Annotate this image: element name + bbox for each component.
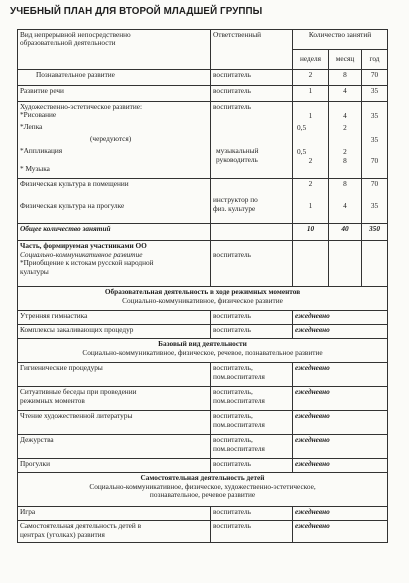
row-name-line-1: Самостоятельная деятельность детей в — [20, 521, 142, 531]
row-name: Познавательное развитие — [18, 70, 211, 86]
independent-header — [18, 473, 388, 507]
row-name-line-2: режимных моментов — [20, 395, 85, 405]
participants-heading: Часть, формируемая участниками ОО — [20, 241, 147, 251]
art-year — [362, 102, 388, 179]
participants-resp: воспитатель — [213, 250, 251, 260]
total-week: 10 — [293, 224, 329, 241]
pe-names — [18, 179, 211, 224]
art-week — [293, 102, 329, 179]
row-year: 35 — [362, 86, 388, 102]
art-applique-week: 0,5 — [297, 147, 307, 156]
row-responsible: воспитатель — [211, 70, 293, 86]
row-name-line-2: центрах (уголках) развития — [20, 529, 105, 539]
row-frequency: ежедневно — [293, 521, 388, 543]
row-resp-line-1: воспитатель — [213, 459, 251, 469]
row-resp-line-1: воспитатель, — [213, 363, 253, 373]
independent-sub-2: познавательное, речевое развитие — [149, 490, 256, 500]
header-week: неделя — [293, 50, 329, 70]
row-name — [18, 387, 211, 411]
table-row — [18, 507, 388, 521]
table-row — [18, 411, 388, 435]
row-frequency: ежедневно — [293, 459, 388, 473]
row-resp-line-1: воспитатель, — [213, 387, 253, 397]
pe-week — [293, 179, 329, 224]
participants-month — [329, 241, 362, 287]
art-responsible — [211, 102, 293, 179]
row-month: 4 — [329, 86, 362, 102]
row-name-line-1: Чтение художественной литературы — [20, 411, 133, 421]
art-drawing-month: 4 — [343, 111, 347, 120]
row-name-line-1: Дежурства — [20, 435, 54, 445]
regime-sub: Социально-коммуникативное, физическое развитие — [122, 295, 283, 305]
pe-resp-2: физ. культуре — [213, 203, 256, 213]
art-applique: *Аппликация — [20, 146, 63, 156]
row-frequency: ежедневно — [293, 507, 388, 521]
art-drawing-year: 35 — [370, 111, 379, 120]
pe-outdoor: Физическая культура на прогулке — [20, 201, 125, 211]
header-count: Количество занятий — [293, 30, 388, 50]
art-alternate-year: 35 — [370, 135, 379, 144]
total-label: Общее количество занятий — [18, 224, 211, 241]
art-resp-music-1: музыкальный — [216, 146, 259, 156]
row-month: 8 — [329, 70, 362, 86]
participants-row — [18, 241, 388, 287]
row-week: 2 — [293, 70, 329, 86]
art-drawing: *Рисование — [20, 110, 57, 120]
row-responsible: воспитатель — [211, 311, 293, 325]
total-month: 40 — [329, 224, 362, 241]
basic-header — [18, 339, 388, 363]
row-name-line-1: Ситуативные беседы при проведении — [20, 387, 137, 397]
row-name-line-1: Игра — [20, 507, 36, 517]
row-responsible — [211, 411, 293, 435]
row-responsible — [211, 363, 293, 387]
table-row — [18, 521, 388, 543]
regime-heading: Образовательная деятельность в ходе режимных моментов — [104, 287, 301, 297]
art-resp-music-2: руководитель — [216, 154, 258, 164]
header-month: месяц — [329, 50, 362, 70]
art-modeling: *Лепка — [20, 122, 43, 132]
row-name — [18, 459, 211, 473]
total-responsible — [211, 224, 293, 241]
curriculum-table — [17, 29, 388, 543]
table-row — [18, 387, 388, 411]
table-row — [18, 311, 388, 325]
art-heading: Художественно-эстетическое развитие: — [20, 102, 142, 111]
art-music: * Музыка — [20, 164, 50, 174]
row-name: Утренняя гимнастика — [18, 311, 211, 325]
participants-year — [362, 241, 388, 287]
row-resp-line-1: воспитатель, — [213, 411, 253, 421]
pe-indoor-year: 70 — [370, 179, 379, 189]
row-name — [18, 411, 211, 435]
pe-outdoor-month: 4 — [343, 201, 347, 211]
row-responsible: воспитатель — [211, 86, 293, 102]
row-resp-line-2: пом.воспитателя — [213, 371, 265, 381]
row-name — [18, 435, 211, 459]
basic-heading: Базовый вид деятельности — [158, 339, 247, 349]
regime-header — [18, 287, 388, 311]
table-row — [18, 86, 388, 102]
row-frequency: ежедневно — [293, 311, 388, 325]
pe-indoor: Физическая культура в помещении — [20, 179, 129, 189]
row-frequency: ежедневно — [293, 363, 388, 387]
participants-item-1: *Приобщение к истокам русской народной — [20, 258, 154, 268]
art-month — [329, 102, 362, 179]
participants-item-2: культуры — [20, 266, 49, 276]
pe-outdoor-week: 1 — [308, 201, 313, 211]
pe-year — [362, 179, 388, 224]
art-music-month: 8 — [343, 156, 347, 165]
table-row-art — [18, 102, 388, 179]
art-modeling-week: 0,5 — [297, 123, 307, 132]
table-row — [18, 459, 388, 473]
row-frequency: ежедневно — [293, 411, 388, 435]
row-frequency: ежедневно — [293, 387, 388, 411]
total-year: 350 — [362, 224, 388, 241]
participants-area: Социально-коммуникативное развитие — [20, 249, 143, 259]
art-music-week: 2 — [308, 156, 313, 165]
row-name — [18, 507, 211, 521]
art-resp: воспитатель — [213, 102, 251, 111]
row-week: 1 — [293, 86, 329, 102]
table-row — [18, 363, 388, 387]
independent-sub-1: Социально-коммуникативное, физическое, художественно-эстетическое, — [89, 481, 316, 491]
art-music-year: 70 — [370, 156, 379, 165]
row-name-line-1: Прогулки — [20, 459, 50, 469]
row-responsible — [211, 435, 293, 459]
row-name: Развитие речи — [18, 86, 211, 102]
art-drawing-week: 1 — [308, 111, 313, 120]
pe-resp-1: инструктор по — [213, 195, 258, 205]
row-frequency: ежедневно — [293, 325, 388, 339]
row-resp-line-1: воспитатель, — [213, 435, 253, 445]
art-names — [18, 102, 211, 179]
row-name: Комплексы закаливающих процедур — [18, 325, 211, 339]
row-name-line-1: Гигиенические процедуры — [20, 363, 103, 373]
total-row — [18, 224, 388, 241]
row-responsible: воспитатель — [211, 507, 293, 521]
row-responsible — [211, 459, 293, 473]
pe-outdoor-year: 35 — [370, 201, 379, 211]
row-resp-line-2: пом.воспитателя — [213, 419, 265, 429]
row-name — [18, 363, 211, 387]
row-responsible: воспитатель — [211, 521, 293, 543]
row-name — [18, 521, 211, 543]
art-alternate: (чередуются) — [90, 134, 132, 144]
section-regime — [18, 287, 388, 311]
participants-week — [293, 241, 329, 287]
table-row — [18, 70, 388, 86]
basic-sub: Социально-коммуникативное, физическое, речевое, познавательное развитие — [82, 347, 323, 357]
row-resp-line-2: пом.воспитателя — [213, 395, 265, 405]
section-basic — [18, 339, 388, 363]
row-responsible — [211, 387, 293, 411]
row-responsible: воспитатель — [211, 325, 293, 339]
header-activity-line-2: образовательной деятельности — [20, 38, 116, 48]
header-responsible: Ответственный — [211, 30, 293, 70]
table-row — [18, 325, 388, 339]
row-year: 70 — [362, 70, 388, 86]
row-resp-line-2: пом.воспитателя — [213, 443, 265, 453]
header-activity — [18, 30, 211, 70]
participants-names — [18, 241, 211, 287]
table-row — [18, 435, 388, 459]
table-header-row — [18, 30, 388, 50]
table-row-pe — [18, 179, 388, 224]
independent-heading: Самостоятельная деятельность детей — [140, 473, 265, 483]
art-applique-month: 2 — [343, 147, 347, 156]
pe-indoor-week: 2 — [308, 179, 313, 189]
pe-responsible — [211, 179, 293, 224]
pe-month — [329, 179, 362, 224]
pe-indoor-month: 8 — [343, 179, 347, 189]
art-modeling-month: 2 — [343, 123, 347, 132]
row-frequency: ежедневно — [293, 435, 388, 459]
header-activity-line-1: Вид непрерывной непосредственно — [20, 30, 131, 39]
header-year: год — [362, 50, 388, 70]
section-independent — [18, 473, 388, 507]
participants-responsible — [211, 241, 293, 287]
page-title: УЧЕБНЫЙ ПЛАН ДЛЯ ВТОРОЙ МЛАДШЕЙ ГРУППЫ — [10, 6, 263, 17]
